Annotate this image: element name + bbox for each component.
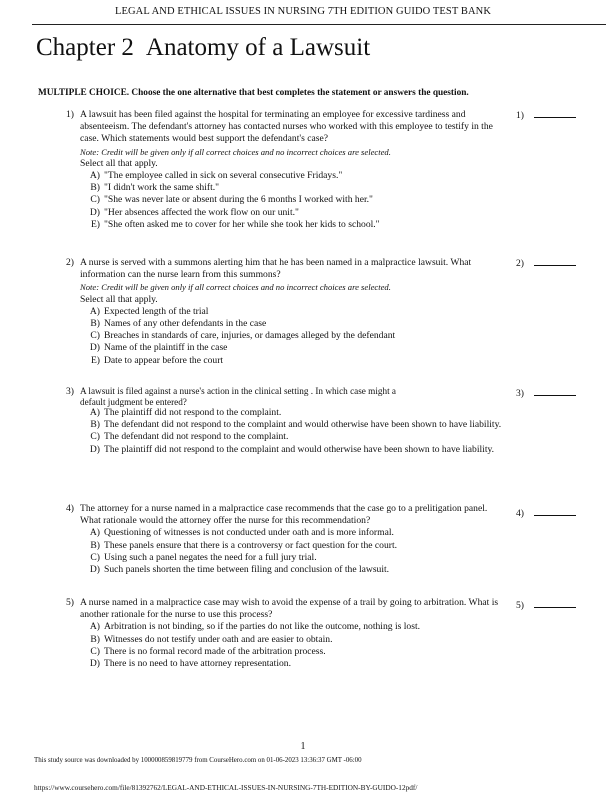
option-text: Breaches in standards of care, injuries, or damages alleged by the defendant [104, 330, 396, 342]
chapter-title: Anatomy of a Lawsuit [145, 34, 371, 61]
option-a [66, 306, 506, 318]
question-1 [66, 109, 506, 231]
option-list [66, 306, 506, 367]
option-label: A) [89, 407, 100, 418]
question-2 [66, 257, 506, 367]
answer-blank-1[interactable] [516, 109, 576, 121]
option-text: Name of the plaintiff in the case [104, 342, 228, 354]
option-text: The defendant did not respond to the complaint. [104, 431, 289, 443]
option-label: C) [90, 431, 100, 443]
option-label: A) [89, 621, 100, 633]
option-a [66, 407, 506, 419]
answer-line [534, 599, 576, 608]
answer-blank-4[interactable] [516, 507, 576, 519]
option-text: "She was never late or absent during the 6 months I worked with her." [104, 194, 373, 206]
option-label: C) [90, 330, 100, 342]
option-text: Arbitration is not binding, so if the parties do not like the outcome, nothing is lost. [104, 621, 421, 633]
option-label: D) [89, 206, 100, 218]
option-c [66, 194, 506, 206]
answer-label: 5) [516, 600, 524, 611]
option-label: A) [89, 527, 100, 539]
option-list [66, 407, 506, 456]
section-instructions: MULTIPLE CHOICE. Choose the one alternative that best completes the statement or answers the question. [38, 88, 469, 98]
question-note: Note: Credit will be given only if all correct choices and no incorrect choices are selected. [80, 146, 391, 157]
option-label: A) [89, 170, 100, 182]
option-text: "Her absences affected the work flow on our unit." [104, 206, 299, 218]
answer-blank-5[interactable] [516, 599, 576, 611]
option-label: D) [89, 564, 100, 576]
answer-label: 1) [516, 110, 524, 121]
question-stem: A nurse is served with a summons alerting him that he has been named in a malpractice lawsuit. What information can the nurse learn from this summons? [80, 257, 472, 281]
option-d [66, 342, 506, 354]
option-d [66, 207, 506, 219]
answer-blank-2[interactable] [516, 257, 576, 269]
option-text: "I didn't work the same shift." [104, 182, 220, 194]
option-text: The plaintiff did not respond to the complaint. [104, 407, 282, 418]
select-all-instruction: Select all that apply. [80, 293, 158, 305]
option-label: B) [90, 318, 100, 330]
option-text: The plaintiff did not respond to the complaint and would otherwise have been shown to have liability. [104, 443, 495, 455]
question-5 [66, 597, 506, 670]
chapter-number: Chapter 2 [36, 34, 134, 61]
option-text: Names of any other defendants in the case [104, 318, 267, 330]
question-stem: A nurse named in a malpractice case may wish to avoid the expense of a trail by going to arbitration. What is another rationale for the nurse to use this process? [80, 597, 499, 621]
answer-blank-3[interactable] [516, 387, 576, 399]
answer-label: 3) [516, 388, 524, 399]
answer-line [534, 257, 576, 266]
option-text: There is no need to have attorney representation. [104, 658, 292, 670]
option-b [66, 634, 506, 646]
source-url[interactable]: https://www.coursehero.com/file/81392762/LEGAL-AND-ETHICAL-ISSUES-IN-NURSING-7TH-EDITION-BY-GUIDO-12pdf/ [34, 783, 418, 792]
option-c [66, 646, 506, 658]
option-b [66, 182, 506, 194]
question-3 [66, 386, 506, 456]
running-header: LEGAL AND ETHICAL ISSUES IN NURSING 7TH EDITION GUIDO TEST BANK [114, 6, 492, 17]
answer-line [534, 507, 576, 516]
option-label: B) [90, 633, 100, 645]
option-label: B) [90, 182, 100, 194]
question-number: 4) [66, 503, 74, 514]
question-number: 2) [66, 257, 74, 268]
option-label: A) [89, 305, 100, 317]
answer-label: 2) [516, 258, 524, 269]
option-text: Questioning of witnesses is not conducted under oath and is more informal. [104, 527, 394, 539]
question-number: 1) [66, 109, 74, 120]
option-label: E) [90, 354, 100, 366]
option-a [66, 621, 506, 633]
option-b [66, 318, 506, 330]
option-a [66, 170, 506, 182]
option-label: D) [89, 342, 100, 354]
option-text: "The employee called in sick on several consecutive Fridays." [104, 170, 343, 182]
option-text: Using such a panel negates the need for a full jury trial. [104, 551, 317, 563]
option-label: B) [90, 539, 100, 551]
option-label: C) [90, 551, 100, 563]
option-text: Date to appear before the court [104, 354, 224, 366]
option-d [66, 658, 506, 670]
option-e [66, 355, 506, 367]
option-label: C) [90, 194, 100, 206]
option-list [66, 527, 506, 576]
option-label: D) [89, 658, 100, 670]
option-a [66, 527, 506, 539]
question-4 [66, 503, 506, 576]
option-label: E) [90, 218, 100, 230]
page-number: 1 [300, 741, 306, 752]
option-d [66, 564, 506, 576]
question-note: Note: Credit will be given only if all correct choices and no incorrect choices are selected. [80, 282, 391, 293]
option-text: There is no formal record made of the arbitration process. [104, 645, 326, 657]
chapter-heading [36, 34, 370, 62]
answer-line [534, 109, 576, 118]
select-all-instruction: Select all that apply. [80, 157, 158, 169]
option-text: Expected length of the trial [104, 305, 209, 317]
option-c [66, 552, 506, 564]
option-text: Such panels shorten the time between filing and conclusion of the lawsuit. [104, 564, 390, 576]
option-text: The defendant did not respond to the complaint and would otherwise have been shown to have liability. [104, 419, 502, 431]
option-b [66, 419, 506, 431]
download-notice: This study source was downloaded by 100000859819779 from CourseHero.com on 01-06-2023 13:36:37 GMT -06:00 [34, 757, 362, 764]
option-text: "She often asked me to cover for her while she took her kids to school." [104, 218, 380, 230]
question-number: 3) [66, 386, 74, 397]
option-d [66, 444, 506, 456]
header-divider [32, 24, 606, 25]
option-text: These panels ensure that there is a controversy or fact question for the court. [104, 539, 398, 551]
question-stem: A lawsuit is filed against a nurse's action in the clinical setting . In which case might a default judgment be entered? [80, 386, 396, 407]
option-text: Witnesses do not testify under oath and are easier to obtain. [104, 633, 333, 645]
option-label: C) [90, 645, 100, 657]
question-stem: The attorney for a nurse named in a malpractice case recommends that the case go to a prelitigation panel. What rationale would the attorney offer the nurse for this recommendation? [80, 503, 488, 527]
option-b [66, 540, 506, 552]
answer-label: 4) [516, 508, 524, 519]
question-number: 5) [66, 597, 74, 608]
option-label: B) [90, 419, 100, 431]
option-list [66, 170, 506, 231]
option-c [66, 431, 506, 443]
option-label: D) [89, 443, 100, 455]
answer-line [534, 387, 576, 396]
option-e [66, 219, 506, 231]
option-c [66, 330, 506, 342]
question-stem: A lawsuit has been filed against the hospital for terminating an employee for excessive tardiness and absenteeism. The defendant's attorney has contacted nurses who worked with this employee to testify in the case. Which statements would best support the defendant's case? [80, 109, 493, 145]
option-list [66, 621, 506, 670]
